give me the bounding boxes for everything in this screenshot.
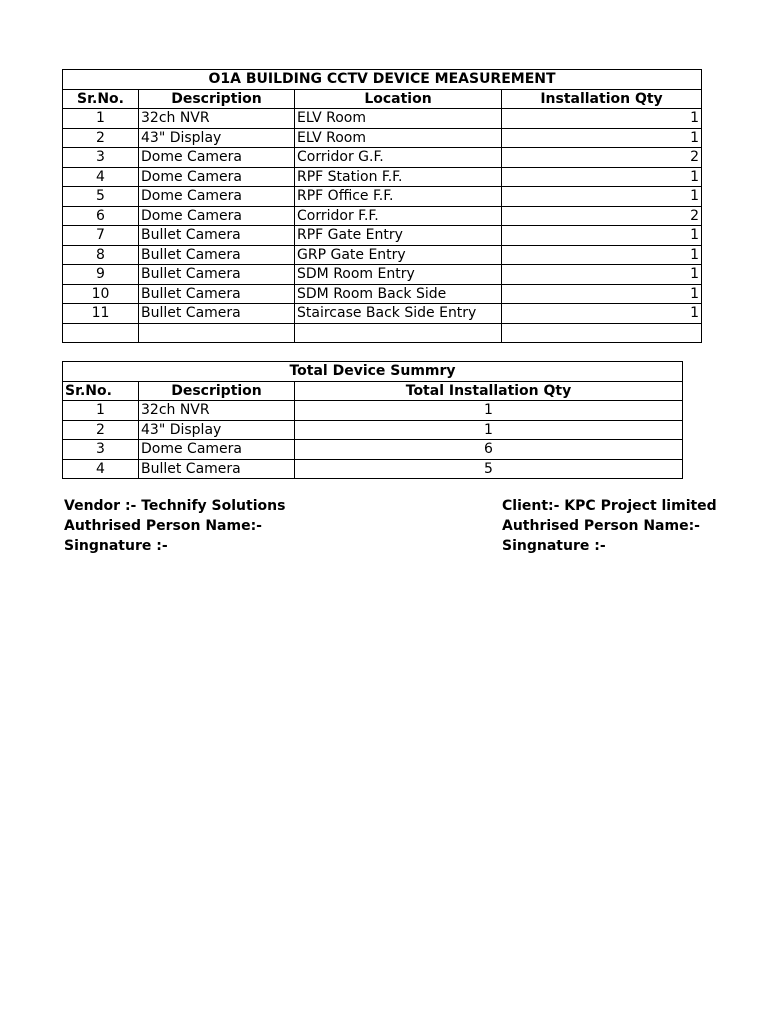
measurement-table-container (62, 69, 700, 343)
measurement-table-body (63, 109, 702, 343)
table-row (63, 226, 702, 246)
header-sr-no: Sr.No. (63, 89, 139, 109)
client-authorised-person: Authrised Person Name:- (502, 518, 700, 534)
table-row (63, 148, 702, 168)
cell-sr-no: 8 (63, 245, 139, 265)
cell-location: RPF Gate Entry (295, 226, 502, 246)
measurement-table-title: O1A BUILDING CCTV DEVICE MEASUREMENT (63, 70, 702, 90)
vendor-block (64, 496, 285, 556)
blank-row (63, 323, 702, 343)
summary-cell-total-qty: 1 (295, 401, 683, 421)
summary-cell-sr-no: 4 (63, 459, 139, 479)
cell-location: RPF Station F.F. (295, 167, 502, 187)
cell-location: RPF Office F.F. (295, 187, 502, 207)
table-row (63, 206, 702, 226)
cell-description: Dome Camera (139, 206, 295, 226)
cell-description: Dome Camera (139, 148, 295, 168)
blank-cell (139, 323, 295, 343)
blank-cell (502, 323, 702, 343)
table-row (63, 304, 702, 324)
table-row (63, 284, 702, 304)
header-installation-qty: Installation Qty (502, 89, 702, 109)
vendor-authorised-person: Authrised Person Name:- (64, 518, 262, 534)
cell-sr-no: 5 (63, 187, 139, 207)
summary-cell-total-qty: 5 (295, 459, 683, 479)
cell-installation-qty: 1 (502, 109, 702, 129)
summary-cell-description: Bullet Camera (139, 459, 295, 479)
table-row (63, 187, 702, 207)
summary-cell-description: 32ch NVR (139, 401, 295, 421)
measurement-header-row (63, 89, 702, 109)
cell-installation-qty: 1 (502, 167, 702, 187)
client-signature: Singnature :- (502, 538, 606, 554)
cell-sr-no: 2 (63, 128, 139, 148)
cell-description: Bullet Camera (139, 304, 295, 324)
table-row (63, 109, 702, 129)
cell-description: Dome Camera (139, 187, 295, 207)
summary-cell-total-qty: 6 (295, 440, 683, 460)
client-block (502, 496, 717, 556)
cell-description: Bullet Camera (139, 284, 295, 304)
cell-description: 32ch NVR (139, 109, 295, 129)
cell-description: Dome Camera (139, 167, 295, 187)
summary-cell-total-qty: 1 (295, 420, 683, 440)
vendor-signature: Singnature :- (64, 538, 168, 554)
client-name: Client:- KPC Project limited (502, 498, 717, 514)
cell-installation-qty: 1 (502, 284, 702, 304)
summary-table-body (63, 401, 683, 479)
cell-installation-qty: 1 (502, 226, 702, 246)
cell-installation-qty: 1 (502, 304, 702, 324)
cell-sr-no: 3 (63, 148, 139, 168)
table-row (63, 167, 702, 187)
cell-location: GRP Gate Entry (295, 245, 502, 265)
summary-row (63, 459, 683, 479)
table-row (63, 245, 702, 265)
summary-cell-sr-no: 2 (63, 420, 139, 440)
summary-header-description: Description (139, 381, 295, 401)
table-row (63, 265, 702, 285)
cell-installation-qty: 2 (502, 206, 702, 226)
cell-sr-no: 11 (63, 304, 139, 324)
cell-location: ELV Room (295, 128, 502, 148)
summary-row (63, 401, 683, 421)
blank-cell (63, 323, 139, 343)
header-description: Description (139, 89, 295, 109)
cell-installation-qty: 1 (502, 128, 702, 148)
cell-description: Bullet Camera (139, 245, 295, 265)
cell-location: SDM Room Entry (295, 265, 502, 285)
cell-sr-no: 9 (63, 265, 139, 285)
cell-installation-qty: 1 (502, 245, 702, 265)
cell-location: SDM Room Back Side (295, 284, 502, 304)
cell-description: Bullet Camera (139, 265, 295, 285)
summary-row (63, 440, 683, 460)
summary-header-sr-no: Sr.No. (63, 381, 139, 401)
cell-description: 43" Display (139, 128, 295, 148)
cell-installation-qty: 1 (502, 265, 702, 285)
cell-description: Bullet Camera (139, 226, 295, 246)
cell-sr-no: 7 (63, 226, 139, 246)
header-location: Location (295, 89, 502, 109)
summary-header-row (63, 381, 683, 401)
summary-cell-description: Dome Camera (139, 440, 295, 460)
cell-sr-no: 10 (63, 284, 139, 304)
summary-header-total-qty: Total Installation Qty (295, 381, 683, 401)
cell-sr-no: 4 (63, 167, 139, 187)
summary-cell-sr-no: 1 (63, 401, 139, 421)
summary-table (62, 361, 683, 479)
summary-cell-description: 43" Display (139, 420, 295, 440)
cell-sr-no: 6 (63, 206, 139, 226)
measurement-table (62, 69, 702, 343)
cell-location: Corridor G.F. (295, 148, 502, 168)
summary-table-container (62, 361, 682, 479)
cell-location: Staircase Back Side Entry (295, 304, 502, 324)
cell-sr-no: 1 (63, 109, 139, 129)
cell-location: Corridor F.F. (295, 206, 502, 226)
table-row (63, 128, 702, 148)
cell-location: ELV Room (295, 109, 502, 129)
blank-cell (295, 323, 502, 343)
cell-installation-qty: 1 (502, 187, 702, 207)
vendor-name: Vendor :- Technify Solutions (64, 498, 286, 514)
cell-installation-qty: 2 (502, 148, 702, 168)
summary-table-title: Total Device Summry (63, 362, 683, 382)
summary-row (63, 420, 683, 440)
summary-cell-sr-no: 3 (63, 440, 139, 460)
